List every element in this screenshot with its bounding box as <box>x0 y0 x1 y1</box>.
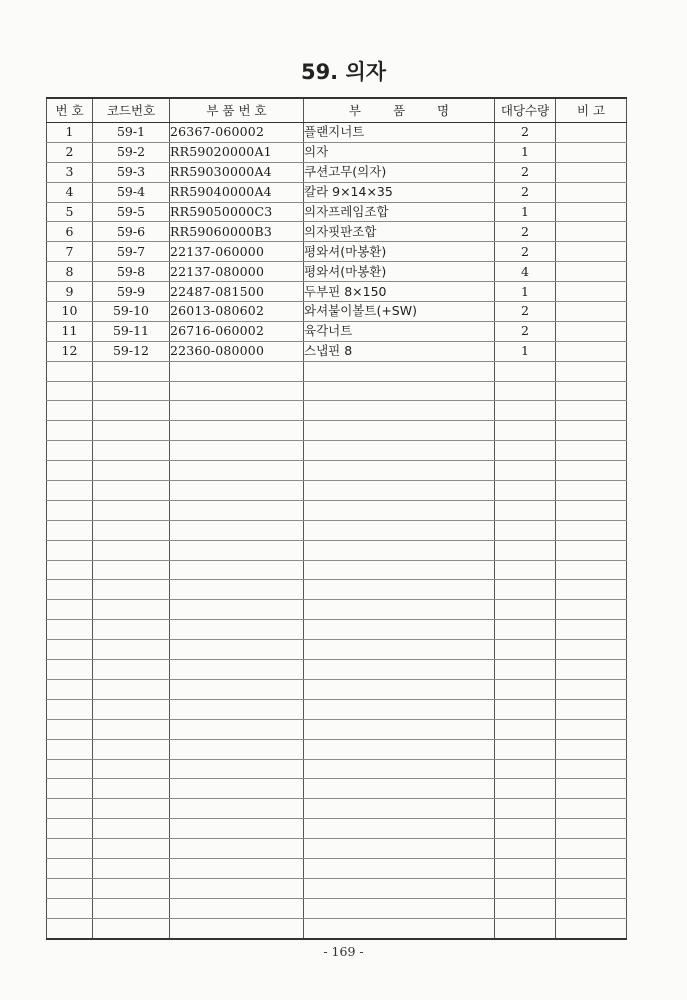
cell-qty: 1 <box>495 341 556 361</box>
cell-qty <box>495 858 556 878</box>
cell-code <box>93 779 170 799</box>
header-no: 번 호 <box>47 98 93 123</box>
cell-remarks <box>556 182 627 202</box>
cell-code <box>93 858 170 878</box>
cell-code <box>93 600 170 620</box>
table-row <box>47 242 627 262</box>
cell-remarks <box>556 142 627 162</box>
cell-code <box>93 739 170 759</box>
cell-part-name: 쿠션고무(의자) <box>304 162 495 182</box>
cell-part-no <box>170 421 304 441</box>
cell-no <box>47 401 93 421</box>
cell-code <box>93 540 170 560</box>
table-row <box>47 540 627 560</box>
table-row <box>47 878 627 898</box>
table-row <box>47 142 627 162</box>
cell-qty <box>495 799 556 819</box>
cell-code: 59-8 <box>93 262 170 282</box>
table-row <box>47 481 627 501</box>
cell-part-no <box>170 580 304 600</box>
cell-qty: 1 <box>495 142 556 162</box>
cell-no <box>47 858 93 878</box>
cell-part-name <box>304 898 495 918</box>
cell-remarks <box>556 580 627 600</box>
table-row <box>47 361 627 381</box>
cell-code <box>93 759 170 779</box>
cell-remarks <box>556 242 627 262</box>
table-row <box>47 640 627 660</box>
cell-no <box>47 381 93 401</box>
cell-qty <box>495 481 556 501</box>
cell-no <box>47 739 93 759</box>
cell-part-name <box>304 878 495 898</box>
cell-remarks <box>556 481 627 501</box>
parts-table-body <box>47 123 627 939</box>
cell-code <box>93 381 170 401</box>
cell-qty <box>495 560 556 580</box>
header-row <box>47 98 627 123</box>
cell-part-no <box>170 839 304 859</box>
cell-code <box>93 819 170 839</box>
table-row <box>47 401 627 421</box>
cell-no: 3 <box>47 162 93 182</box>
cell-code: 59-5 <box>93 202 170 222</box>
cell-qty <box>495 699 556 719</box>
cell-part-name: 칼라 9×14×35 <box>304 182 495 202</box>
cell-part-no: 22137-080000 <box>170 262 304 282</box>
cell-code: 59-1 <box>93 123 170 143</box>
cell-remarks <box>556 282 627 302</box>
cell-part-no <box>170 620 304 640</box>
table-row <box>47 799 627 819</box>
table-row <box>47 620 627 640</box>
cell-remarks <box>556 600 627 620</box>
table-row <box>47 162 627 182</box>
cell-code <box>93 799 170 819</box>
cell-part-name <box>304 481 495 501</box>
table-row <box>47 918 627 938</box>
cell-qty <box>495 679 556 699</box>
cell-no <box>47 819 93 839</box>
cell-remarks <box>556 918 627 938</box>
cell-part-no <box>170 918 304 938</box>
cell-code <box>93 620 170 640</box>
cell-code: 59-9 <box>93 282 170 302</box>
cell-qty: 2 <box>495 321 556 341</box>
cell-part-name <box>304 839 495 859</box>
cell-remarks <box>556 461 627 481</box>
table-row <box>47 699 627 719</box>
cell-part-no: 22137-060000 <box>170 242 304 262</box>
cell-part-no <box>170 640 304 660</box>
parts-table <box>46 97 627 940</box>
table-row <box>47 341 627 361</box>
cell-part-no: 26013-080602 <box>170 302 304 322</box>
cell-qty <box>495 361 556 381</box>
cell-part-name: 의자핏판조합 <box>304 222 495 242</box>
table-row <box>47 222 627 242</box>
cell-qty <box>495 461 556 481</box>
cell-remarks <box>556 520 627 540</box>
table-row <box>47 839 627 859</box>
cell-part-no <box>170 699 304 719</box>
cell-remarks <box>556 361 627 381</box>
table-row <box>47 580 627 600</box>
cell-no <box>47 540 93 560</box>
header-part-no: 부 품 번 호 <box>170 98 304 123</box>
cell-part-no: RR59050000C3 <box>170 202 304 222</box>
table-row <box>47 202 627 222</box>
cell-no <box>47 679 93 699</box>
cell-remarks <box>556 719 627 739</box>
cell-remarks <box>556 202 627 222</box>
cell-no <box>47 520 93 540</box>
cell-code: 59-12 <box>93 341 170 361</box>
cell-no: 5 <box>47 202 93 222</box>
cell-part-no <box>170 660 304 680</box>
cell-no <box>47 481 93 501</box>
cell-code: 59-10 <box>93 302 170 322</box>
cell-no: 4 <box>47 182 93 202</box>
cell-part-no <box>170 520 304 540</box>
table-row <box>47 182 627 202</box>
cell-part-no <box>170 898 304 918</box>
header-part-name: 부 품 명 <box>304 98 495 123</box>
cell-qty <box>495 779 556 799</box>
table-row <box>47 660 627 680</box>
cell-part-name <box>304 620 495 640</box>
cell-no <box>47 580 93 600</box>
cell-part-no <box>170 679 304 699</box>
cell-no <box>47 779 93 799</box>
table-row <box>47 739 627 759</box>
cell-remarks <box>556 421 627 441</box>
cell-no <box>47 500 93 520</box>
table-row <box>47 381 627 401</box>
cell-code <box>93 560 170 580</box>
cell-part-name: 와셔붙이볼트(+SW) <box>304 302 495 322</box>
cell-no: 10 <box>47 302 93 322</box>
cell-part-name <box>304 799 495 819</box>
table-row <box>47 421 627 441</box>
cell-code <box>93 878 170 898</box>
cell-no <box>47 640 93 660</box>
cell-code <box>93 441 170 461</box>
parts-table-header <box>47 98 627 123</box>
cell-qty: 2 <box>495 123 556 143</box>
page-title: 59. 의자 <box>300 60 387 84</box>
cell-code <box>93 500 170 520</box>
page-number: - 169 - <box>323 944 364 959</box>
cell-qty <box>495 600 556 620</box>
cell-remarks <box>556 620 627 640</box>
cell-part-name <box>304 679 495 699</box>
cell-remarks <box>556 679 627 699</box>
cell-no <box>47 660 93 680</box>
cell-qty <box>495 878 556 898</box>
cell-no <box>47 441 93 461</box>
cell-qty <box>495 739 556 759</box>
cell-part-no: RR59030000A4 <box>170 162 304 182</box>
cell-qty: 4 <box>495 262 556 282</box>
cell-part-name <box>304 580 495 600</box>
header-code: 코드번호 <box>93 98 170 123</box>
cell-code: 59-7 <box>93 242 170 262</box>
cell-code <box>93 401 170 421</box>
cell-remarks <box>556 500 627 520</box>
cell-part-name <box>304 421 495 441</box>
cell-part-no <box>170 500 304 520</box>
cell-remarks <box>556 302 627 322</box>
cell-no: 2 <box>47 142 93 162</box>
table-row <box>47 759 627 779</box>
cell-part-no: RR59020000A1 <box>170 142 304 162</box>
cell-no <box>47 719 93 739</box>
cell-part-name: 플랜지너트 <box>304 123 495 143</box>
cell-code <box>93 421 170 441</box>
cell-part-name <box>304 819 495 839</box>
cell-remarks <box>556 401 627 421</box>
cell-part-no: 26716-060002 <box>170 321 304 341</box>
table-row <box>47 858 627 878</box>
cell-no: 12 <box>47 341 93 361</box>
cell-part-no <box>170 759 304 779</box>
cell-code: 59-3 <box>93 162 170 182</box>
table-row <box>47 441 627 461</box>
cell-no: 8 <box>47 262 93 282</box>
cell-part-no <box>170 799 304 819</box>
cell-qty <box>495 580 556 600</box>
table-row <box>47 819 627 839</box>
cell-qty <box>495 520 556 540</box>
cell-code <box>93 839 170 859</box>
cell-code: 59-2 <box>93 142 170 162</box>
cell-part-name <box>304 600 495 620</box>
cell-no: 7 <box>47 242 93 262</box>
cell-part-name: 의자 <box>304 142 495 162</box>
cell-remarks <box>556 699 627 719</box>
cell-part-name <box>304 540 495 560</box>
cell-qty <box>495 640 556 660</box>
cell-part-name <box>304 719 495 739</box>
table-row <box>47 321 627 341</box>
cell-code <box>93 719 170 739</box>
cell-part-no <box>170 739 304 759</box>
cell-no <box>47 560 93 580</box>
cell-remarks <box>556 819 627 839</box>
cell-part-name <box>304 739 495 759</box>
cell-no <box>47 361 93 381</box>
cell-remarks <box>556 540 627 560</box>
cell-part-no <box>170 441 304 461</box>
cell-remarks <box>556 381 627 401</box>
cell-qty: 2 <box>495 302 556 322</box>
cell-part-no <box>170 381 304 401</box>
cell-part-name: 평와셔(마봉환) <box>304 262 495 282</box>
cell-code <box>93 898 170 918</box>
cell-part-name: 평와셔(마봉환) <box>304 242 495 262</box>
cell-remarks <box>556 759 627 779</box>
table-row <box>47 779 627 799</box>
cell-part-no <box>170 858 304 878</box>
cell-part-no <box>170 361 304 381</box>
cell-qty <box>495 898 556 918</box>
table-row <box>47 520 627 540</box>
cell-part-name <box>304 401 495 421</box>
cell-part-name <box>304 461 495 481</box>
cell-qty <box>495 500 556 520</box>
cell-part-name: 육각너트 <box>304 321 495 341</box>
table-row <box>47 679 627 699</box>
cell-remarks <box>556 858 627 878</box>
cell-no: 6 <box>47 222 93 242</box>
cell-part-no <box>170 600 304 620</box>
cell-qty <box>495 918 556 938</box>
cell-qty: 2 <box>495 182 556 202</box>
cell-no: 9 <box>47 282 93 302</box>
cell-remarks <box>556 799 627 819</box>
cell-qty: 2 <box>495 222 556 242</box>
cell-part-name: 두부핀 8×150 <box>304 282 495 302</box>
cell-code: 59-4 <box>93 182 170 202</box>
cell-qty <box>495 719 556 739</box>
cell-part-no: 26367-060002 <box>170 123 304 143</box>
cell-part-name <box>304 361 495 381</box>
cell-qty <box>495 759 556 779</box>
cell-no <box>47 898 93 918</box>
cell-remarks <box>556 560 627 580</box>
table-row <box>47 461 627 481</box>
table-row <box>47 600 627 620</box>
cell-code <box>93 520 170 540</box>
cell-code: 59-6 <box>93 222 170 242</box>
cell-part-no: RR59040000A4 <box>170 182 304 202</box>
table-row <box>47 898 627 918</box>
table-row <box>47 302 627 322</box>
cell-qty <box>495 540 556 560</box>
cell-qty <box>495 381 556 401</box>
cell-part-name <box>304 699 495 719</box>
cell-part-no: RR59060000B3 <box>170 222 304 242</box>
cell-part-name <box>304 759 495 779</box>
cell-code <box>93 699 170 719</box>
cell-qty: 1 <box>495 202 556 222</box>
table-row <box>47 719 627 739</box>
cell-part-no <box>170 540 304 560</box>
cell-part-name <box>304 441 495 461</box>
cell-qty <box>495 819 556 839</box>
cell-remarks <box>556 222 627 242</box>
cell-part-name <box>304 381 495 401</box>
cell-remarks <box>556 779 627 799</box>
cell-no <box>47 461 93 481</box>
cell-part-no <box>170 878 304 898</box>
cell-remarks <box>556 321 627 341</box>
cell-part-no: 22487-081500 <box>170 282 304 302</box>
cell-part-name <box>304 640 495 660</box>
table-row <box>47 282 627 302</box>
cell-part-name <box>304 918 495 938</box>
cell-part-name <box>304 858 495 878</box>
cell-remarks <box>556 123 627 143</box>
cell-code: 59-11 <box>93 321 170 341</box>
cell-part-name <box>304 500 495 520</box>
cell-code <box>93 679 170 699</box>
cell-part-no <box>170 401 304 421</box>
cell-part-no <box>170 779 304 799</box>
cell-qty: 1 <box>495 282 556 302</box>
cell-part-name: 스냅핀 8 <box>304 341 495 361</box>
cell-no <box>47 878 93 898</box>
cell-remarks <box>556 441 627 461</box>
table-row <box>47 500 627 520</box>
cell-code <box>93 481 170 501</box>
header-remarks: 비 고 <box>556 98 627 123</box>
cell-no <box>47 699 93 719</box>
cell-no <box>47 799 93 819</box>
cell-part-no <box>170 461 304 481</box>
cell-part-name <box>304 660 495 680</box>
cell-remarks <box>556 640 627 660</box>
cell-qty <box>495 839 556 859</box>
cell-no <box>47 620 93 640</box>
cell-remarks <box>556 898 627 918</box>
cell-part-no <box>170 819 304 839</box>
cell-part-name <box>304 560 495 580</box>
cell-qty <box>495 620 556 640</box>
cell-code <box>93 660 170 680</box>
cell-part-no <box>170 560 304 580</box>
cell-qty <box>495 660 556 680</box>
cell-part-name <box>304 779 495 799</box>
cell-no <box>47 421 93 441</box>
cell-qty: 2 <box>495 162 556 182</box>
cell-no <box>47 839 93 859</box>
cell-no <box>47 918 93 938</box>
cell-remarks <box>556 660 627 680</box>
cell-code <box>93 461 170 481</box>
cell-part-no <box>170 719 304 739</box>
header-qty: 대당수량 <box>495 98 556 123</box>
cell-remarks <box>556 262 627 282</box>
cell-remarks <box>556 739 627 759</box>
cell-part-name <box>304 520 495 540</box>
cell-qty: 2 <box>495 242 556 262</box>
table-row <box>47 262 627 282</box>
cell-code <box>93 918 170 938</box>
cell-no <box>47 759 93 779</box>
cell-remarks <box>556 162 627 182</box>
table-row <box>47 560 627 580</box>
cell-no: 11 <box>47 321 93 341</box>
cell-part-no <box>170 481 304 501</box>
cell-part-no: 22360-080000 <box>170 341 304 361</box>
table-row <box>47 123 627 143</box>
cell-remarks <box>556 878 627 898</box>
cell-no <box>47 600 93 620</box>
cell-part-name: 의자프레임조합 <box>304 202 495 222</box>
cell-code <box>93 640 170 660</box>
cell-no: 1 <box>47 123 93 143</box>
cell-remarks <box>556 839 627 859</box>
cell-code <box>93 361 170 381</box>
cell-qty <box>495 421 556 441</box>
cell-code <box>93 580 170 600</box>
cell-qty <box>495 441 556 461</box>
cell-qty <box>495 401 556 421</box>
cell-remarks <box>556 341 627 361</box>
